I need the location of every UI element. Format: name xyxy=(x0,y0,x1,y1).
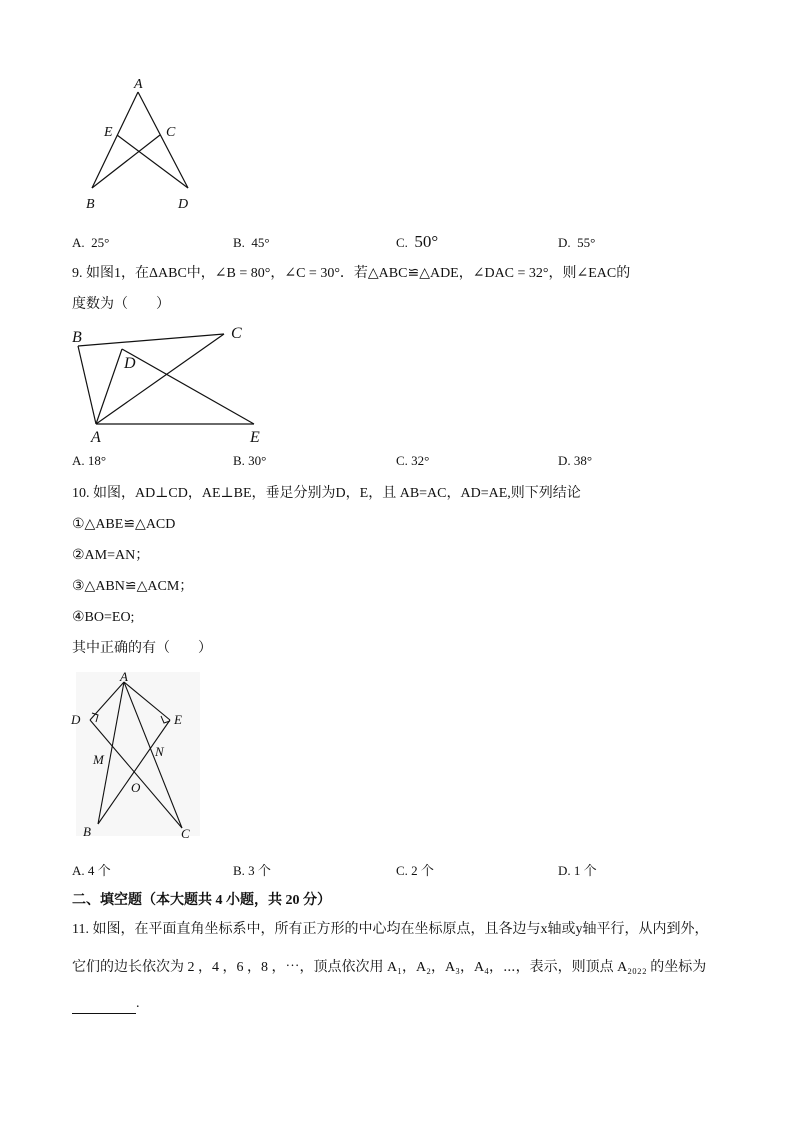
q9-option-b[interactable] xyxy=(233,453,266,469)
q9-label-e: E xyxy=(250,429,260,446)
option-letter: C. xyxy=(396,453,408,468)
q9-option-c[interactable] xyxy=(396,453,429,469)
option-letter: B. xyxy=(233,863,245,878)
q10-label-c: C xyxy=(181,826,190,841)
option-letter: B. xyxy=(233,235,245,250)
option-text: 38° xyxy=(573,453,593,468)
q9-option-d[interactable] xyxy=(558,453,592,469)
option-letter: B. xyxy=(233,453,245,468)
option-letter: A. xyxy=(72,235,85,250)
option-letter: A. xyxy=(72,453,85,468)
q9-label-c: C xyxy=(231,325,242,342)
option-letter: A. xyxy=(72,863,85,878)
option-letter: D. xyxy=(558,235,571,250)
q9-option-a[interactable] xyxy=(72,453,106,469)
q8-label-a: A xyxy=(134,77,143,92)
q11-line1: 11. 如图，在平面直角坐标系中，所有正方形的中心均在坐标原点，且各边与x轴或y轴平行，从内到外， xyxy=(72,922,709,937)
q8-option-c[interactable] xyxy=(396,232,438,252)
answer-blank[interactable] xyxy=(72,999,136,1014)
q8-figure xyxy=(78,72,208,217)
q8-label-c: C xyxy=(166,125,176,140)
option-text: 4 个 xyxy=(87,863,111,878)
q10-option-a[interactable] xyxy=(72,860,111,879)
q8-option-a[interactable] xyxy=(72,235,109,251)
option-text: 45° xyxy=(251,235,270,250)
option-text: 2 个 xyxy=(411,863,434,878)
q9-stem-line1: 9. 如图1，在ΔABC中，∠B = 80°，∠C = 30°．若△ABC≌△ADE，∠DAC = 32°，则∠EAC的 xyxy=(72,266,631,281)
q10-conclusion-4: ④BO=EO; xyxy=(72,610,135,625)
q8-label-d: D xyxy=(178,197,189,212)
q10-conclusion-2: ②AM=AN； xyxy=(72,548,150,563)
q11-period: . xyxy=(136,996,140,1011)
q10-option-d[interactable] xyxy=(558,860,597,879)
q9-label-b: B xyxy=(72,329,82,346)
q10-figure xyxy=(68,668,208,846)
q10-conclusion-3: ③△ABN≌△ACM； xyxy=(72,579,194,594)
q9-label-a: A xyxy=(91,429,101,446)
q8-option-d[interactable] xyxy=(558,235,595,251)
q10-conclusion-1: ①△ABE≌△ACD xyxy=(72,517,176,532)
q11-answer-line xyxy=(72,994,140,1014)
q10-label-m: M xyxy=(93,752,104,767)
q10-label-o: O xyxy=(131,780,141,795)
q10-label-n: N xyxy=(155,744,164,759)
option-text: 32° xyxy=(411,453,430,468)
q10-option-b[interactable] xyxy=(233,860,271,879)
option-text: 3 个 xyxy=(248,863,271,878)
q10-question: 其中正确的有（ ） xyxy=(72,641,212,656)
option-letter: C. xyxy=(396,235,408,250)
option-text: 18° xyxy=(87,453,107,468)
section-heading: 二、填空题（本大题共 4 小题，共 20 分） xyxy=(72,893,331,908)
q8-label-b: B xyxy=(86,197,95,212)
q10-label-e: E xyxy=(174,712,182,727)
option-letter: C. xyxy=(396,863,408,878)
q10-stem: 10. 如图，AD⊥CD，AE⊥BE，垂足分别为D，E，且 AB=AC，AD=AE,则下列结论 xyxy=(72,486,581,501)
q10-label-b: B xyxy=(83,824,91,839)
option-text: 25° xyxy=(91,235,110,250)
option-text: 55° xyxy=(577,235,596,250)
q9-stem-line2: 度数为（ ） xyxy=(72,297,170,312)
q11-line2: 它们的边长依次为 2 ，4 ，6 ，8 ，⋯，顶点依次用 A₁，A₂，A₃，A₄，⋯，表示，则顶点 A₂₀₂₂ 的坐标为 xyxy=(72,960,707,975)
q8-option-b[interactable] xyxy=(233,235,270,251)
q9-figure xyxy=(66,318,286,446)
q10-option-c[interactable] xyxy=(396,860,434,879)
option-text: 30° xyxy=(248,453,267,468)
option-letter: D. xyxy=(558,863,571,878)
option-letter: D. xyxy=(558,453,571,468)
q10-label-a: A xyxy=(120,669,128,684)
option-text: 50° xyxy=(414,232,439,251)
q9-label-d: D xyxy=(124,355,136,372)
option-text: 1 个 xyxy=(573,863,597,878)
q8-label-e: E xyxy=(104,125,113,140)
q10-label-d: D xyxy=(71,712,81,727)
